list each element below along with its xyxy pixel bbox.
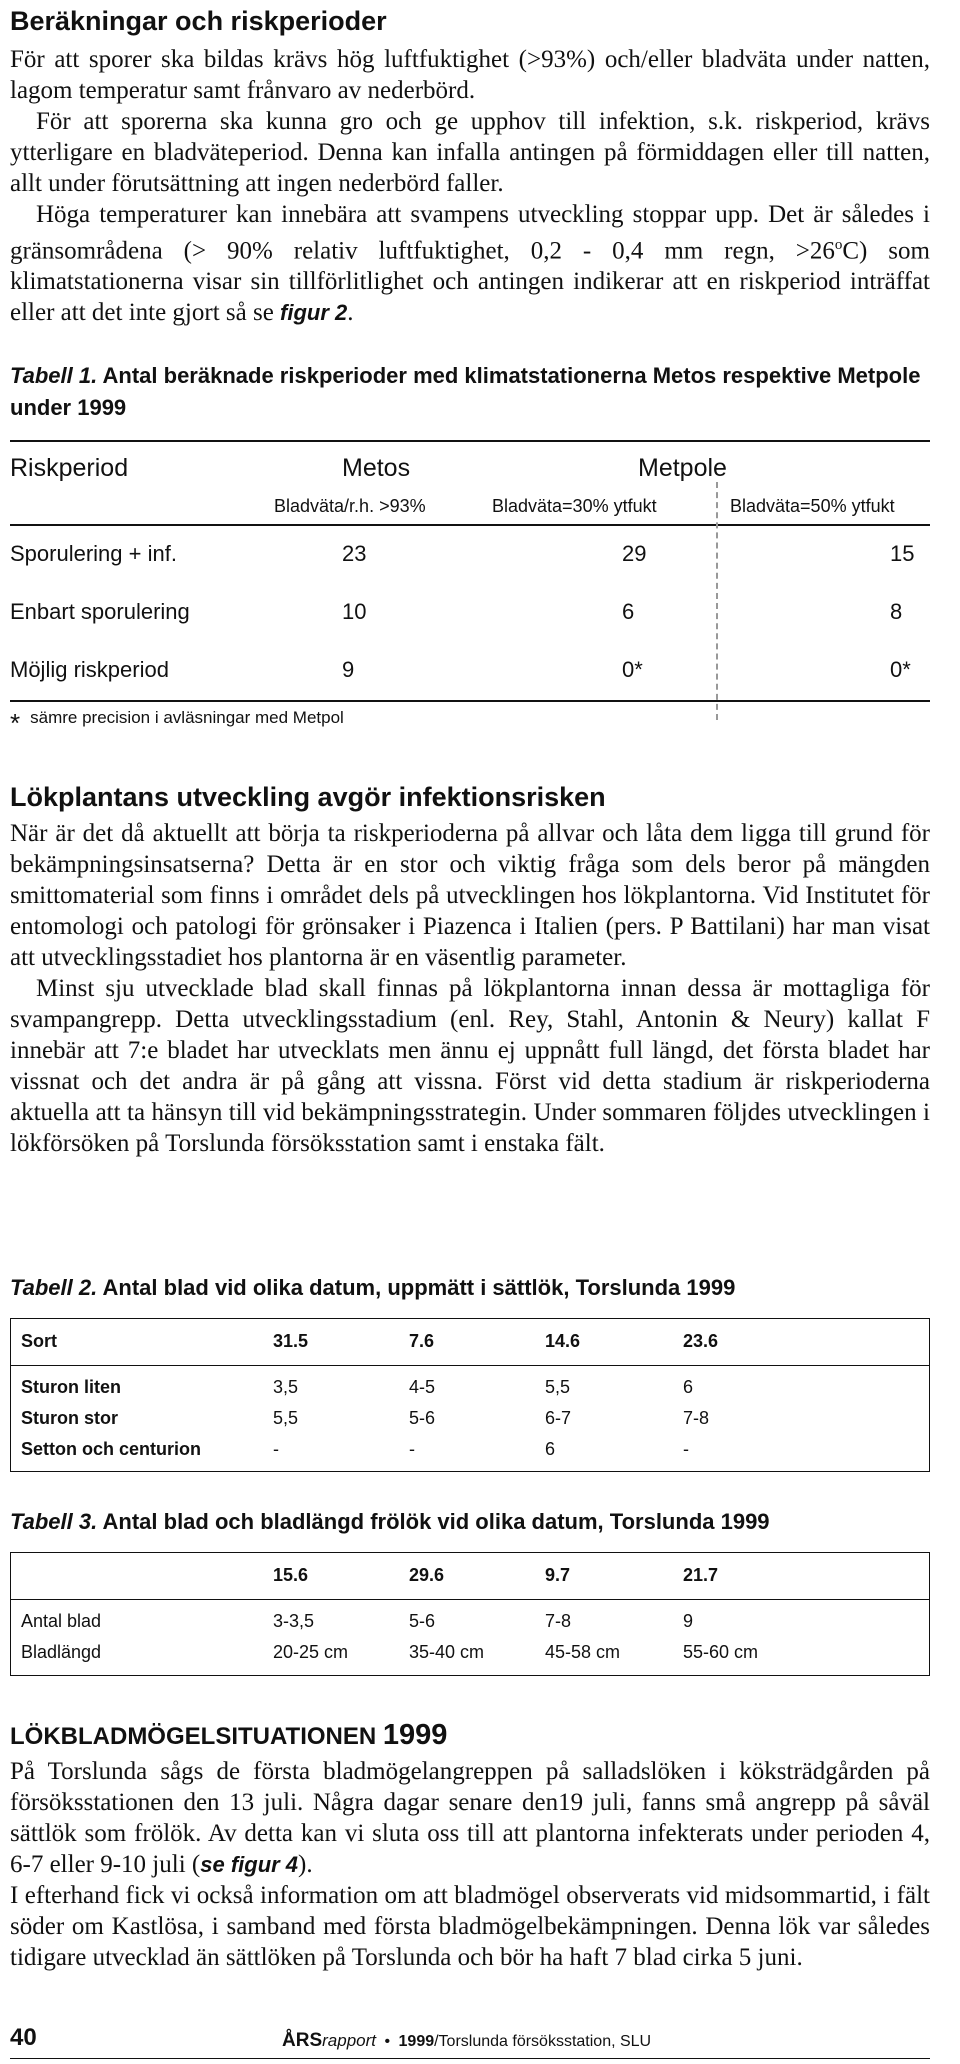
cell-metos: 9	[342, 657, 355, 682]
subheader-metos: Bladväta/r.h. >93%	[274, 496, 426, 516]
row-label: Sturon stor	[21, 1408, 118, 1428]
caption-text: Antal beräknade riskperioder med klimatstationerna Metos respektive Metpole under 1999	[10, 363, 921, 420]
table-label: Tabell 2.	[10, 1275, 98, 1300]
cell-metpole-30: 29	[622, 541, 647, 566]
footer-source-text: /Torslunda försöksstation, SLU	[434, 2033, 652, 2050]
table-cell: 6	[545, 1439, 556, 1459]
table-cell: 55-60 cm	[683, 1642, 759, 1662]
column-header: 7.6	[409, 1331, 435, 1351]
footer-year: 1999	[398, 2033, 435, 2050]
table-cell: -	[409, 1439, 415, 1459]
page-number: 40	[10, 2024, 37, 2051]
table-label: Tabell 3.	[10, 1509, 98, 1534]
figure-reference: se figur 4	[200, 1852, 299, 1877]
cell-metos: 23	[342, 541, 367, 566]
text-run: .	[347, 299, 354, 327]
paragraph: Minst sju utvecklade blad skall finnas på lökplantorna innan dessa är mottagliga för svampangrepp. Detta utvecklingsstadium (enl. Rey, Stahl, Antonin & Neury) kallat F innebär att 7:e bladet har utvecklats men ännu ej uppnått full längd, det första bladet har vissnat och det andra är på gång att vissna. Först vid detta stadium är riskperioderna aktuella att ta hänsyn till vid bekämpningsstrategin. Under sommaren följdes utvecklingen i lökförsöken på Torslunda försöksstation samt i enstaka fält.	[10, 975, 930, 1157]
table-cell: 9	[683, 1611, 694, 1631]
table-top-rule	[10, 440, 930, 442]
footnote-star: *	[10, 708, 21, 738]
row-label: Möjlig riskperiod	[10, 657, 169, 682]
table2	[10, 1318, 930, 1472]
column-header: 29.6	[409, 1565, 445, 1585]
cell-metos: 10	[342, 599, 367, 624]
column-header: 31.5	[273, 1331, 309, 1351]
table-cell: 20-25 cm	[273, 1642, 349, 1662]
row-label: Sporulering + inf.	[10, 541, 177, 566]
column-header: Sort	[21, 1331, 57, 1351]
section-heading	[10, 1718, 930, 1754]
paragraph: I efterhand fick vi också information om att bladmögel observerats vid midsommartid, i fält söder om Kastlösa, i samband med första bladmögelbekämpningen. Denna lök var således tidigare utvecklad än sättlöken på Torslunda och bör ha haft 7 blad cirka 5 juni.	[10, 1882, 930, 1971]
cell-metpole-50: 15	[890, 541, 915, 566]
table-cell: -	[683, 1439, 689, 1459]
cell-metpole-30: 0*	[622, 657, 643, 682]
column-header: 14.6	[545, 1331, 581, 1351]
text-run: C) som klimatstationerna visar sin tillförlitlighet och antingen indikerar att en riskperiod inträffat eller att det inte gjort så se	[10, 237, 930, 327]
section-heading: Beräkningar och riskperioder	[10, 6, 387, 36]
text-run: ).	[298, 1851, 313, 1878]
bullet: •	[384, 2033, 391, 2050]
table1	[10, 440, 930, 720]
cell-metpole-30: 6	[622, 599, 635, 624]
column-header-riskperiod: Riskperiod	[10, 454, 129, 482]
table-cell: 3,5	[273, 1377, 299, 1397]
degree-superscript: o	[834, 237, 843, 253]
table3	[10, 1552, 930, 1676]
table1-footnote	[10, 708, 344, 739]
column-header: 15.6	[273, 1565, 309, 1585]
table3-caption	[10, 1506, 930, 1538]
text-run: Höga temperaturer kan innebära att svampens utveckling stoppar upp. Det är således i gränsområdena (> 90% relativ luftfuktighet, 0,2 - 0,4 mm regn, >26	[10, 201, 930, 265]
rapport-mark: rapport	[322, 2031, 376, 2050]
table1-caption	[10, 360, 930, 424]
column-header-metos: Metos	[342, 454, 411, 482]
heading-caps: LÖKBLADMÖGELSITUATIONEN	[10, 1723, 377, 1750]
table-bottom-rule	[10, 700, 930, 702]
table2-caption	[10, 1272, 930, 1304]
table-cell: 5-6	[409, 1611, 436, 1631]
caption-text: Antal blad och bladlängd frölök vid olika datum, Torslunda 1999	[97, 1509, 770, 1534]
table-cell: -	[273, 1439, 279, 1459]
cell-metpole-50: 0*	[890, 657, 911, 682]
ars-mark: ÅRS	[282, 2030, 323, 2051]
section-riskperioder	[10, 4, 930, 328]
cell-metpole-50: 8	[890, 599, 903, 624]
column-header: 21.7	[683, 1565, 719, 1585]
row-label: Enbart sporulering	[10, 599, 190, 624]
table-cell: 5-6	[409, 1408, 436, 1428]
section-lokplantans-utveckling	[10, 780, 930, 1159]
column-header: 23.6	[683, 1331, 719, 1351]
column-divider	[716, 482, 718, 720]
paragraph	[10, 199, 930, 328]
table-cell: 7-8	[683, 1408, 710, 1428]
table-cell: 5,5	[545, 1377, 571, 1397]
table-cell: 3-3,5	[273, 1611, 315, 1631]
table-cell: 6	[683, 1377, 694, 1397]
table-header-rule	[10, 524, 930, 526]
paragraph	[10, 1756, 930, 1880]
table-cell: 7-8	[545, 1611, 572, 1631]
row-label: Antal blad	[21, 1611, 102, 1631]
footer-rule	[10, 2058, 930, 2059]
header-rule	[11, 1365, 929, 1366]
table-label: Tabell 1.	[10, 363, 98, 388]
column-header-metpole: Metpole	[638, 454, 727, 482]
section-heading: Lökplantans utveckling avgör infektionsrisken	[10, 782, 606, 812]
figure-reference: figur 2	[280, 300, 348, 326]
footer-source	[282, 2030, 651, 2052]
table-cell: 5,5	[273, 1408, 299, 1428]
subheader-metpole-30: Bladväta=30% ytfukt	[492, 496, 657, 516]
heading-year: 1999	[382, 1719, 448, 1751]
row-label: Setton och centurion	[21, 1439, 201, 1459]
table-cell: 4-5	[409, 1377, 436, 1397]
table-cell: 6-7	[545, 1408, 572, 1428]
footnote-text: sämre precision i avläsningar med Metpol	[30, 708, 344, 727]
table-cell: 45-58 cm	[545, 1642, 621, 1662]
row-label: Sturon liten	[21, 1377, 121, 1397]
caption-text: Antal blad vid olika datum, uppmätt i sättlök, Torslunda 1999	[97, 1275, 736, 1300]
column-header: 9.7	[545, 1565, 571, 1585]
paragraph: För att sporerna ska kunna gro och ge upphov till infektion, s.k. riskperiod, krävs ytterligare en bladväteperiod. Denna kan infalla antingen på förmiddagen eller till natten, allt under förutsättning att ingen nederbörd faller.	[10, 108, 930, 197]
page-footer	[10, 2024, 930, 2058]
section-lokbladmogel	[10, 1718, 930, 1973]
header-rule	[11, 1599, 929, 1600]
paragraph: För att sporer ska bildas krävs hög luftfuktighet (>93%) och/eller bladväta under natten, lagom temperatur samt frånvaro av nederbörd.	[10, 46, 930, 104]
subheader-metpole-50: Bladväta=50% ytfukt	[730, 496, 895, 516]
row-label: Bladlängd	[21, 1642, 102, 1662]
table-cell: 35-40 cm	[409, 1642, 485, 1662]
paragraph: När är det då aktuellt att börja ta riskperioderna på allvar och låta dem ligga till grund för bekämpningsinsatserna? Detta är en stor och viktig fråga som dels beror på mängden smittomaterial som finns i området dels på utvecklingen hos lökplantorna. Vid Institutet för entomologi och patologi för grönsaker i Piazenca i Italien (pers. P Battilani) har man visat att utvecklingsstadiet hos plantorna är en väsentlig parameter.	[10, 820, 930, 971]
text-run: På Torslunda sågs de första bladmögelangreppen på salladslöken i köksträdgården på försöksstationen den 13 juli. Några dagar senare den19 juli, fanns små angrepp på såväl sättlök som frölök. Av detta kan vi sluta oss till att plantorna infekterats under perioden 4, 6-7 eller 9-10 juli (	[10, 1758, 930, 1878]
